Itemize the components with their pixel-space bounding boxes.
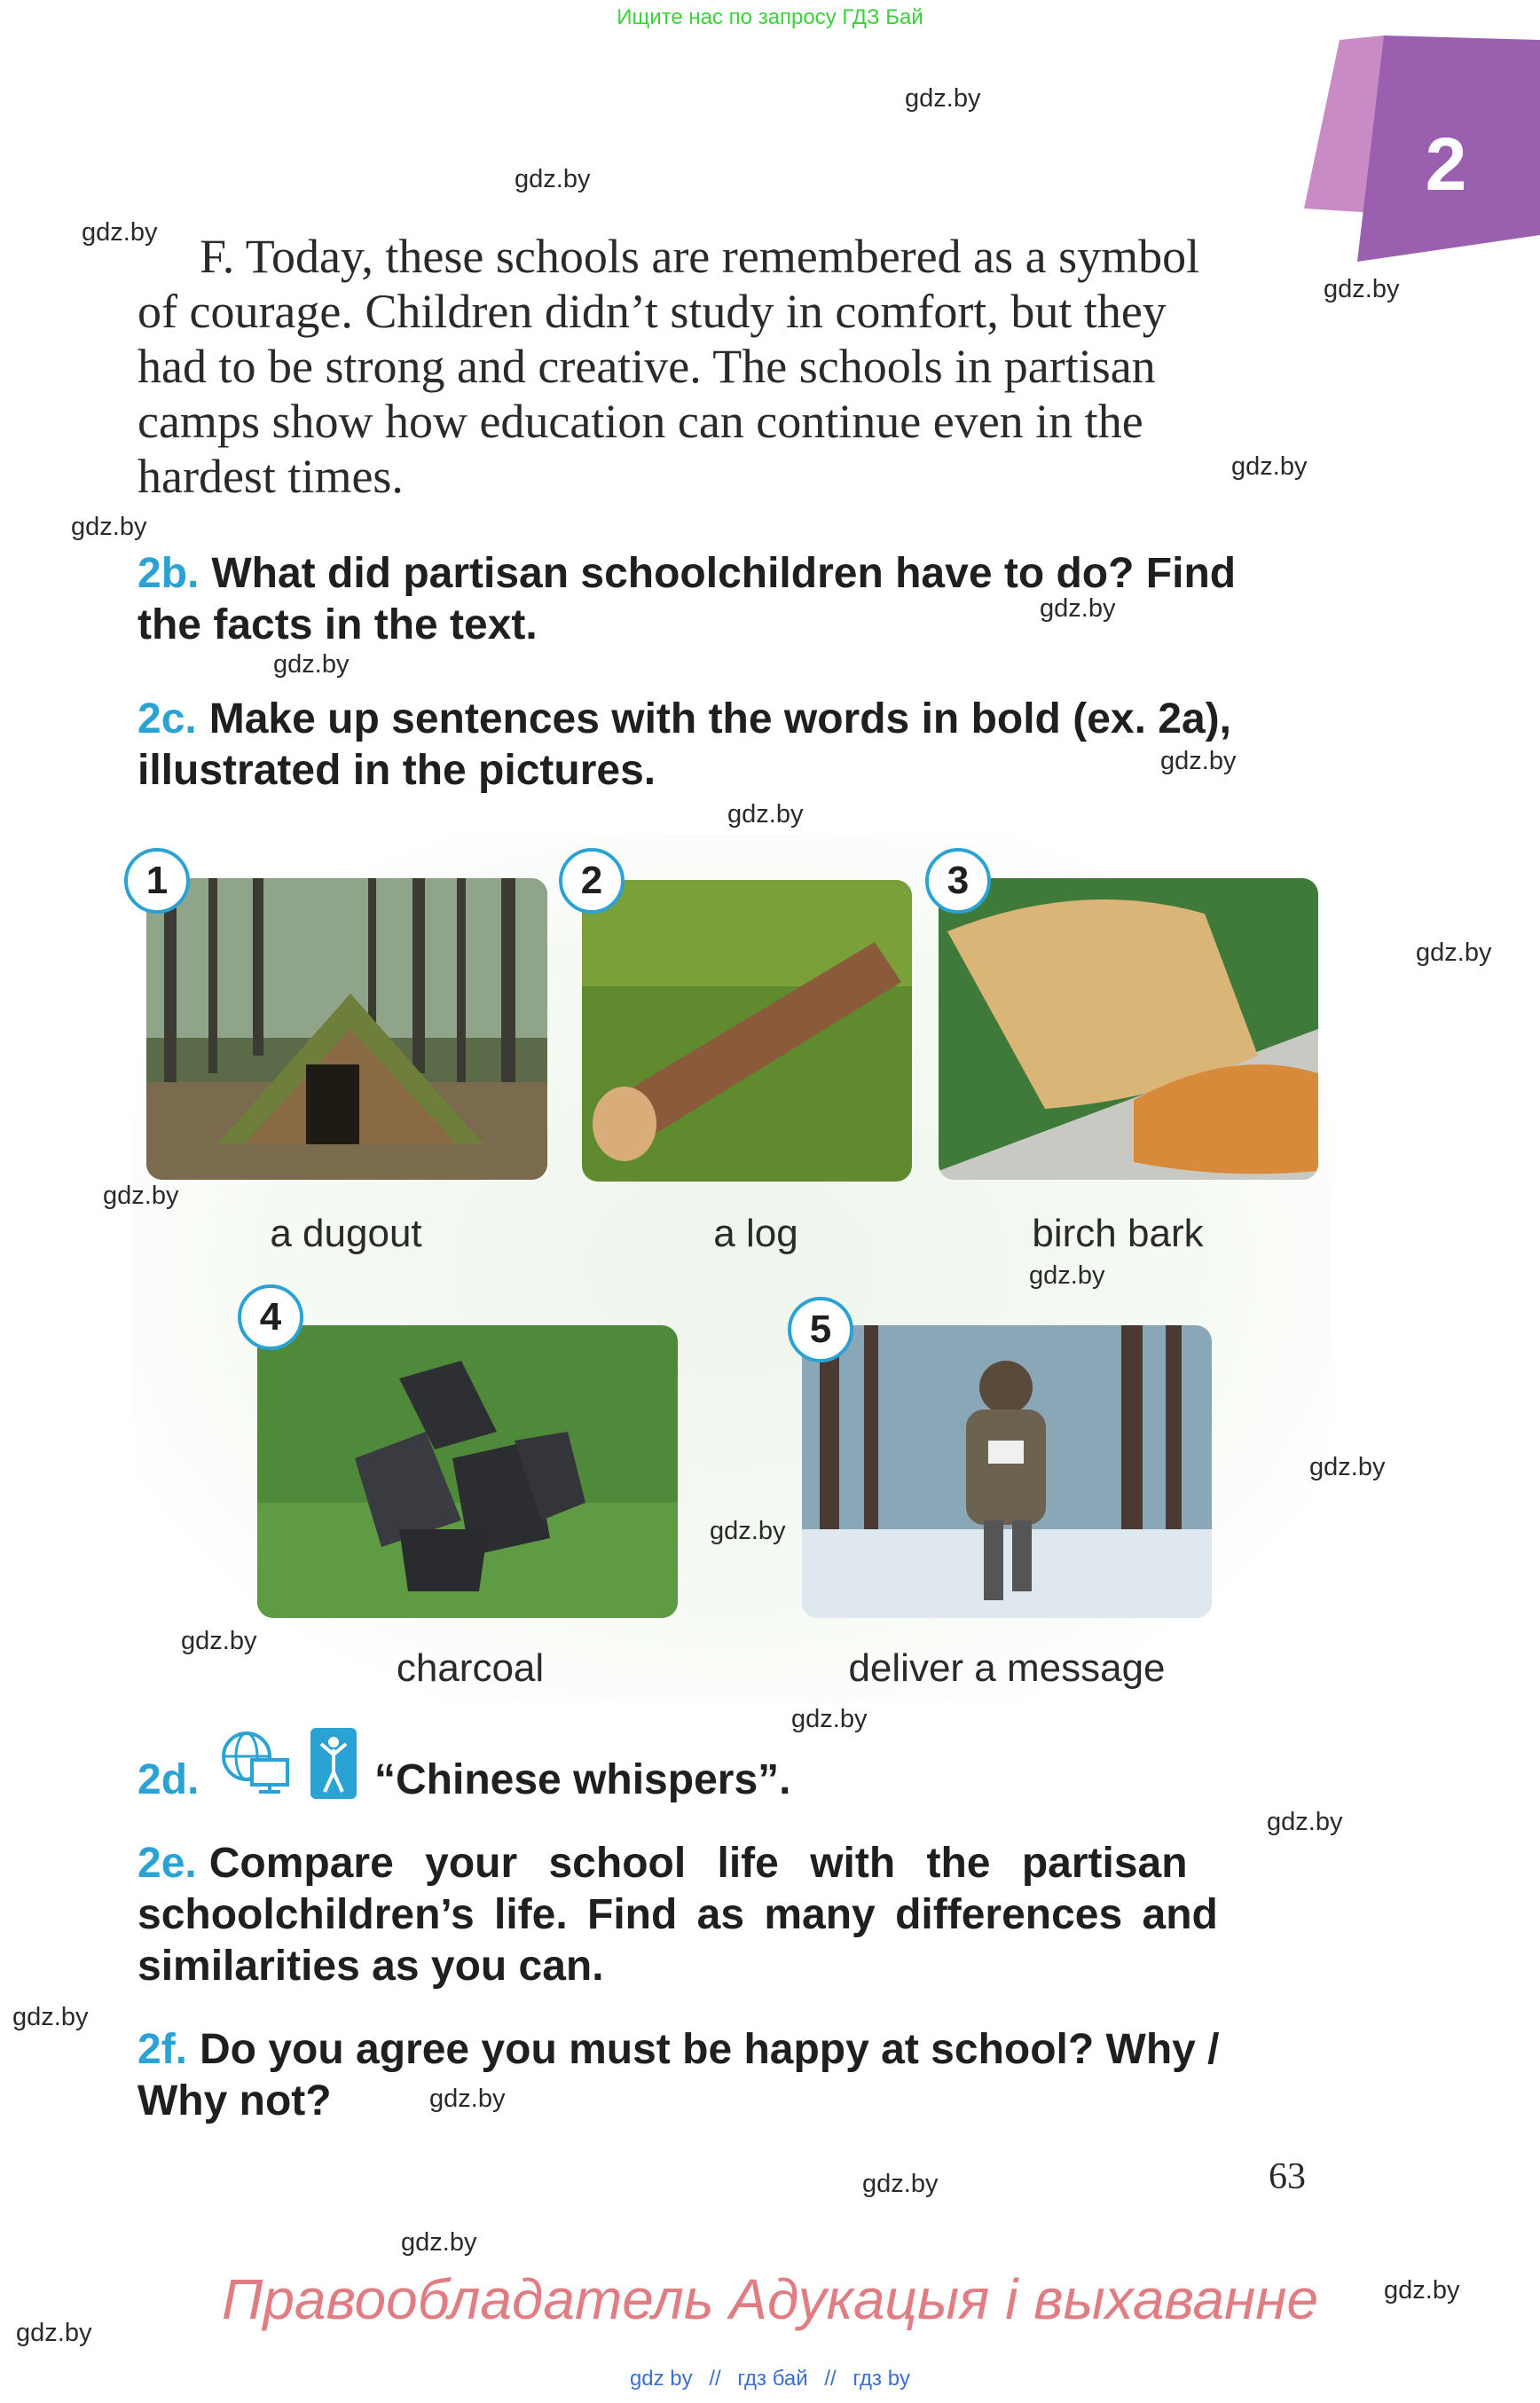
watermark: gdz.by: [1384, 2276, 1460, 2305]
task-number: 2d.: [138, 1756, 200, 1803]
unit-number: 2: [1425, 122, 1467, 206]
task-number: 2e.: [138, 1840, 197, 1887]
picture-number-badge: 4: [238, 1284, 303, 1350]
picture-caption: charcoal: [396, 1646, 545, 1690]
photo-dugout: [146, 878, 547, 1180]
watermark: gdz.by: [82, 218, 158, 247]
watermark: gdz.by: [1029, 1261, 1105, 1290]
picture-caption: birch bark: [1032, 1212, 1204, 1255]
watermark: gdz.by: [12, 2003, 89, 2031]
picture-caption: a dugout: [270, 1212, 422, 1255]
page-number: 63: [1269, 2156, 1306, 2197]
unit-tab: [1304, 35, 1540, 266]
watermark: gdz.by: [791, 1705, 868, 1733]
watermark: gdz.by: [1416, 938, 1492, 967]
paragraph-line: camps show how education can continue even in the: [138, 395, 1143, 448]
task-2b: [138, 548, 1322, 651]
task-line: Why not?: [138, 2077, 332, 2124]
bottom-links: [0, 2367, 1540, 2391]
person-activity-icon: [310, 1728, 357, 1799]
task-line: [138, 694, 1322, 745]
footer-link[interactable]: gdz by: [629, 2367, 693, 2391]
watermark: gdz.by: [401, 2228, 477, 2257]
task-line: schoolchildren’s life. Find as many differences and: [138, 1891, 1218, 1938]
photo-log: [582, 880, 912, 1182]
watermark: gdz.by: [16, 2319, 92, 2347]
paragraph-line: of courage. Children didn’t study in comfort, but they: [138, 285, 1167, 338]
watermark: gdz.by: [429, 2085, 506, 2113]
task-2d-text: “Chinese whispers”.: [374, 1756, 791, 1803]
task-line: [138, 1838, 1322, 1889]
watermark: gdz.by: [905, 84, 981, 113]
task-line: the facts in the text.: [138, 601, 538, 648]
top-banner: Ищите нас по запросу ГДЗ Бай: [617, 5, 923, 29]
watermark: gdz.by: [103, 1182, 179, 1210]
task-number: 2c.: [138, 695, 197, 742]
photo-birch-bark: [939, 878, 1318, 1180]
footer-link[interactable]: гдз by: [852, 2367, 911, 2391]
task-line: similarities as you can.: [138, 1943, 604, 1990]
copyright-notice: Правообладатель Адукацыя і выхаванне: [221, 2267, 1319, 2331]
globe-computer-icon: [220, 1730, 291, 1795]
watermark: gdz.by: [515, 165, 591, 193]
task-number: 2b.: [138, 550, 200, 597]
watermark: gdz.by: [1267, 1808, 1343, 1836]
watermark: gdz.by: [862, 2170, 939, 2198]
task-text: What did partisan schoolchildren have to do? Find: [211, 550, 1237, 597]
paragraph-line: hardest times.: [138, 450, 404, 503]
task-line: [138, 548, 1322, 600]
watermark: gdz.by: [273, 650, 350, 679]
task-text: Make up sentences with the words in bold (ex. 2a),: [208, 695, 1231, 742]
watermark: gdz.by: [1231, 452, 1308, 481]
task-text: Compare your school life with the partisan: [208, 1840, 1188, 1887]
picture-caption: deliver a message: [848, 1646, 1166, 1690]
footer-separator: //: [709, 2367, 721, 2391]
watermark: gdz.by: [1160, 747, 1237, 775]
picture-caption: a log: [713, 1212, 798, 1255]
picture-number-badge: 1: [124, 848, 190, 914]
paragraph-line: had to be strong and creative. The schools in partisan: [138, 340, 1156, 393]
watermark: gdz.by: [1040, 594, 1116, 623]
footer-separator: //: [824, 2367, 837, 2391]
watermark: gdz.by: [71, 513, 147, 541]
task-number: 2f.: [138, 2026, 188, 2073]
footer-link[interactable]: гдз бай: [737, 2367, 808, 2391]
watermark: gdz.by: [710, 1517, 786, 1545]
task-line: illustrated in the pictures.: [138, 747, 656, 794]
task-2c: [138, 694, 1322, 797]
paragraph-line: F. Today, these schools are remembered as a symbol: [200, 230, 1200, 283]
picture-number-badge: 3: [925, 848, 991, 914]
photo-deliver-message: [802, 1325, 1212, 1618]
watermark: gdz.by: [727, 800, 804, 828]
watermark: gdz.by: [181, 1627, 257, 1655]
paragraph-f: [138, 229, 1322, 504]
task-2e: [138, 1838, 1322, 1992]
watermark: gdz.by: [1324, 275, 1400, 303]
watermark: gdz.by: [1309, 1453, 1386, 1481]
picture-number-badge: 5: [788, 1297, 853, 1362]
task-text: Do you agree you must be happy at school? Why /: [200, 2026, 1220, 2073]
picture-number-badge: 2: [559, 848, 625, 914]
task-2f: [138, 2024, 1322, 2127]
photo-charcoal: [257, 1325, 678, 1618]
task-line: [138, 2024, 1322, 2076]
